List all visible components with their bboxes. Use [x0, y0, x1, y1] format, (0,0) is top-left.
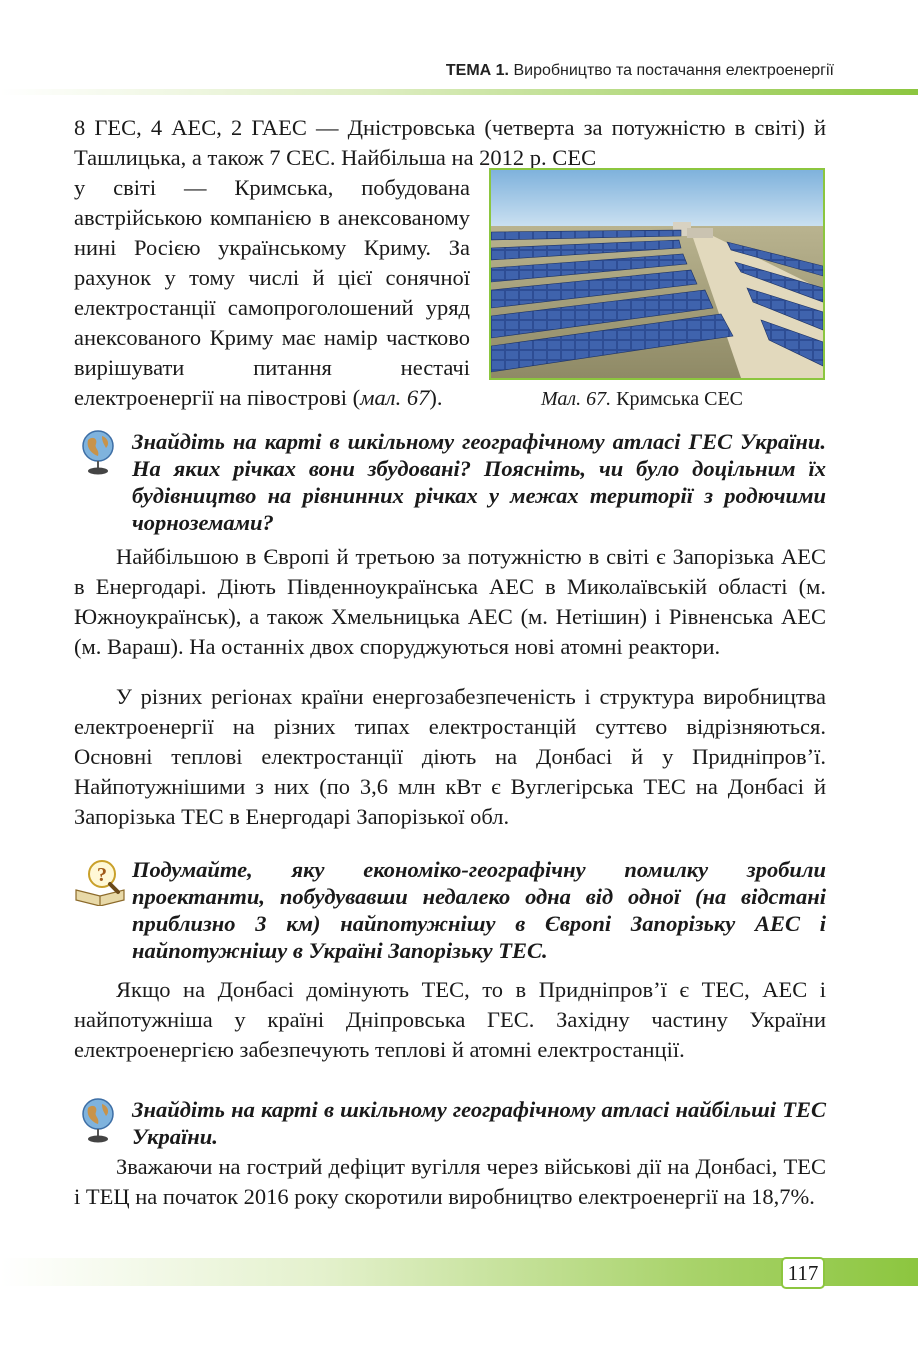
- paragraph-4: Якщо на Донбасі домінують ТЕС, то в Придніпров’ї є ТЕС, АЕС і найпотужніша у країні Дніпровська ГЕС. Західну частину України електроенергією забезпечують теплові й атомні електростанції.: [74, 977, 826, 1062]
- figure-label: Мал. 67.: [541, 388, 612, 410]
- paragraph-1-wrap: [74, 173, 470, 413]
- task-2: Подумайте, яку економіко-географічну помилку зробили проектанти, побудувавши недалеко одна від одної (на відстані приблизно 3 км) найпотужнішу в Європі Запорізьку АЕС і найпотужнішу в Україні Запорізьку ТЕС.: [132, 857, 826, 963]
- paragraph-1-text: у світі — Кримська, побудована австрійською компанією в анексованому нині Росією українському Криму. За рахунок у тому числі й цієї сонячної електростанції самопроголошений уряд анексованого Криму має намір частково вирішувати питання нестачі електроенергії на півострові (: [74, 175, 470, 410]
- header-bar: [0, 89, 918, 95]
- task-1: Знайдіть на карті в шкільному географічному атласі ГЕС України. На яких річках вони збудовані? Поясніть, чи було доцільним їх будівництво на рівнинних річках у межах території з родючими чорноземами?: [132, 429, 826, 535]
- paragraph-1-top: 8 ГЕС, 4 АЕС, 2 ГАЕС — Дністровська (четверта за потужністю в світі) й Ташлицька, а також 7 СЕС. Найбільша на 2012 р. СЕС: [74, 115, 826, 170]
- globe-icon: [76, 428, 120, 481]
- figure-title: Кримська СЕС: [616, 388, 743, 410]
- paragraph-2: Найбільшою в Європі й третьою за потужністю в світі є Запорізька АЕС в Енергодарі. Діють Південноукраїнська АЕС в Миколаївській області (м. Южноукраїнськ), а також Хмельницька АЕС (м. Нетішин) і Рівненська АЕС (м. Вараш). На останніх двох споруджуються нові атомні реактори.: [74, 544, 826, 659]
- paragraph-3: У різних регіонах країни енергозабезпеченість і структура виробництва електроенергії на різних типах електростанцій суттєво відрізняються. Основні теплові електростанції діють на Донбасі й у Придніпров’ї. Найпотужнішими з них (по 3,6 млн кВт є Вуглегірська ТЕС на Донбасі й Запорізька ТЕС в Енергодарі Запорізької обл.: [74, 684, 826, 829]
- paragraph-1-end: ).: [429, 385, 443, 410]
- globe-icon: [76, 1096, 120, 1149]
- page-number: 117: [781, 1257, 825, 1289]
- solar-plant-photo: [489, 168, 825, 380]
- paragraph-5: Зважаючи на гострий дефіцит вугілля через військові дії на Донбасі, ТЕС і ТЕЦ на початок 2016 року скоротили виробництво електроенергії на 18,7%.: [74, 1154, 826, 1209]
- figure-reference: мал. 67: [360, 385, 430, 410]
- running-header: [446, 62, 834, 80]
- task-3: Знайдіть на карті в шкільному географічному атласі найбільші ТЕС України.: [132, 1097, 826, 1149]
- figure-caption: [541, 386, 743, 412]
- book-question-icon: [72, 856, 128, 911]
- topic-label: ТЕМА 1.: [445, 62, 509, 79]
- topic-title: Виробництво та постачання електроенергії: [513, 62, 834, 79]
- svg-text:?: ?: [97, 864, 107, 886]
